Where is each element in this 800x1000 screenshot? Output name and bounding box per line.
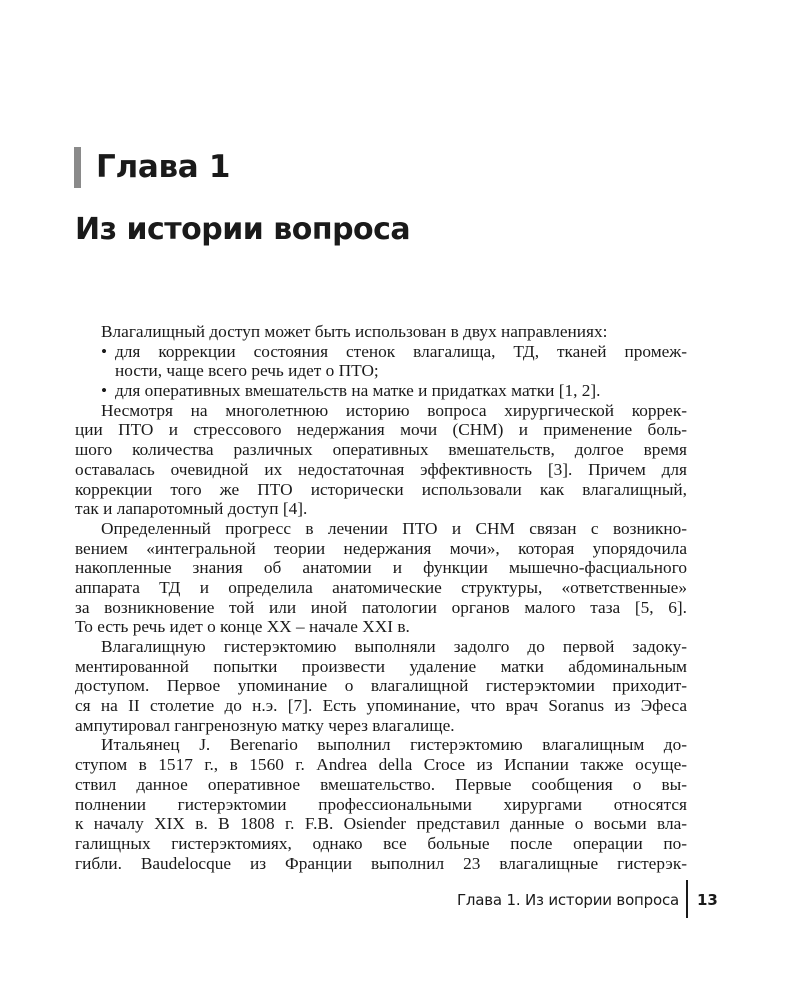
text-line: Влагалищный доступ может быть использован в двух направлениях: — [101, 322, 608, 341]
text-line: за возникновение той или иной патологии органов малого таза [5, 6]. — [75, 597, 687, 617]
text-line: ции ПТО и стрессового недержания мочи (СНМ) и применение боль- — [75, 420, 687, 440]
text-line: для оперативных вмешательств на матке и придатках матки [1, 2]. — [115, 381, 601, 401]
text-line: Итальянец J. Berenario выполнил гистерэктомию влагалищным до- — [101, 735, 687, 755]
text-line: галищных гистерэктомиях, однако все больные после операции по- — [75, 833, 687, 853]
text-line: ности, чаще всего речь идет о ПТО; — [115, 361, 379, 381]
text-line: вением «интегральной теории недержания мочи», которая упорядочила — [75, 538, 687, 558]
footer-divider — [686, 880, 688, 918]
text-line: гибли. Baudelocque из Франции выполнил 23 влагалищные гистерэк- — [75, 853, 687, 873]
text-line: так и лапаротомный доступ [4]. — [75, 499, 308, 519]
text-line: к началу XIX в. В 1808 г. F.B. Osiender представил данные о восьми вла- — [75, 814, 687, 834]
text-line: ментированной попытки произвести удаление матки абдоминальным — [75, 656, 687, 676]
bullet-item — [75, 381, 687, 401]
text-line: коррекции того же ПТО исторически использовали как влагалищный, — [75, 479, 687, 499]
text-line: ся на II столетие до н.э. [7]. Есть упоминание, что врач Soranus из Эфеса — [75, 696, 687, 716]
text-line: доступом. Первое упоминание о влагалищной гистерэктомии приходит- — [75, 676, 687, 696]
text-line: аппарата ТД и определила анатомические структуры, «ответственные» — [75, 577, 687, 597]
text-line: ампутировал гангренозную матку через влагалище. — [75, 715, 455, 735]
text-line: Несмотря на многолетнюю историю вопроса хирургической коррек- — [101, 400, 687, 420]
text-line: шого количества различных оперативных вмешательств, долгое время — [75, 440, 687, 460]
bullet-item — [75, 342, 687, 362]
running-title: Глава 1. Из истории вопроса — [456, 891, 679, 909]
text-line: ствил данное оперативное вмешательство. Первые сообщения о вы- — [75, 774, 687, 794]
text-line: То есть речь идет о конце XX – начале XXI в. — [75, 617, 410, 637]
chapter-title: Из истории вопроса — [75, 212, 411, 247]
chapter-accent-bar — [74, 147, 81, 188]
text-line: Определенный прогресс в лечении ПТО и СНМ связан с возникно- — [101, 518, 687, 538]
page-number: 13 — [697, 891, 718, 909]
bullet-icon: • — [101, 341, 108, 361]
text-line: полнении гистерэктомии профессиональными хирургами относятся — [75, 794, 687, 814]
body-text — [75, 322, 687, 873]
text-line: оставалась очевидной их недостаточная эффективность [3]. Причем для — [75, 459, 687, 479]
text-line: ступом в 1517 г., в 1560 г. Andrea della Croce из Испании также осуще- — [75, 755, 687, 775]
bullet-icon: • — [101, 381, 108, 401]
chapter-label: Глава 1 — [96, 149, 231, 185]
text-line: Влагалищную гистерэктомию выполняли задолго до первой задоку- — [101, 637, 687, 656]
text-line: для коррекции состояния стенок влагалища, ТД, тканей промеж- — [115, 341, 687, 361]
text-line: накопленные знания об анатомии и функции мышечно-фасциального — [75, 558, 687, 578]
